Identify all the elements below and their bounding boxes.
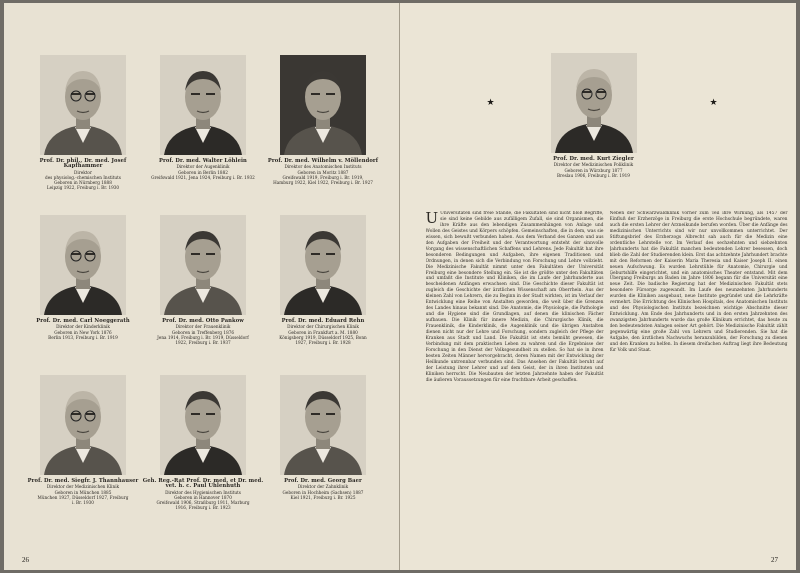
portrait-ziegler-caption-line: Breslau 1906, Freiburg i. Br. 1919 <box>557 172 630 178</box>
portrait-7-caption-line: i. Br. 1930 <box>72 500 94 506</box>
portrait-1-caption-line: Leipzig 1922, Freiburg i. Br. 1930 <box>46 185 120 191</box>
portrait-8-caption-line: Direktor des Hygienischen Instituts <box>165 489 241 495</box>
portrait-ziegler-caption-line: Geboren in Würzburg 1877 <box>564 167 623 173</box>
body-text-2: Neben der Schwarzwaldklinik vorher zum Teil ihre Wirkung, als 1457 der Einfluß der Erzherzöge in Freiburg die erste Hochschule begründete, waren auch die ersten Lehrer der Arzneikunde berufen worden. Über die Anfänge des medizinischen Unterrichts sind wir nur unvollkommen unterrichtet. Der Stiftungsbrief des Erzherzogs Albrecht sah auch für die Medizin eine ordentliche Lehrstelle vor. Im Verlauf des sechzehnten und siebzehnten Jahrhunderts hat die Fakultät manchen bedeutenden Lehrer besessen, doch blieb die Zahl der Studierenden klein. Erst das achtzehnte Jahrhundert brachte mit den Reformen der Kaiserin Maria Theresia und Kaiser Joseph II. einen neuen Aufschwung. Es wurden Lehrstühle für Anatomie, Chirurgie und Geburtshilfe eingerichtet, und ein anatomisches Theater entstand. Mit dem Übergang Freiburgs an Baden im Jahre 1806 begann für die Universität eine neue Zeit. Die badische Regierung hat der Medizinischen Fakultät stets besondere Fürsorge zugewandt. Im Laufe des neunzehnten Jahrhunderts wurden die Kliniken ausgebaut, neue Institute gegründet und die Lehrkräfte vermehrt. Die Errichtung des Klinischen Hospitals, des Anatomischen Instituts und des Physiologischen Instituts bezeichnen wichtige Abschnitte dieser Entwicklung. Am Ende des Jahrhunderts und in den ersten Jahrzehnten des zwanzigsten Jahrhunderts wurde das große Klinikum errichtet, das heute zu den bedeutendsten Anlagen seiner Art gehört. Die Medizinische Fakultät zählt gegenwärtig eine große Zahl von Lehrern und Studierenden. Sie hat die Aufgabe, den ärztlichen Nachwuchs heranzubilden, der Forschung zu dienen und den Kranken zu helfen. In diesem dreifachen Auftrag liegt ihre Bedeutung für Volk und Staat. <box>609 211 788 353</box>
portrait-3-name: Prof. Dr. med. Wilhelm v. Möllendorf <box>267 158 379 164</box>
portrait-9-caption <box>260 479 386 500</box>
portrait-4-caption-line: Direktor der Kinderklinik <box>56 324 110 330</box>
portrait-6-caption <box>260 319 386 345</box>
portrait-2-photo <box>160 55 246 155</box>
portrait-7-photo <box>40 375 126 475</box>
portrait-3-caption-line: Direktor des Anatomischen Instituts <box>284 164 362 170</box>
portrait-9-caption-line: Geboren in Hochheim (Sachsen) 1887 <box>282 489 364 495</box>
body-column-1 <box>426 211 604 551</box>
portrait-5-caption-line: Direktor der Frauenklinik <box>175 324 231 330</box>
portrait-7-caption-line: Geboren in München 1885 <box>54 489 112 495</box>
portrait-6-name: Prof. Dr. med. Eduard Rehn <box>281 318 365 324</box>
portrait-3-photo <box>280 55 366 155</box>
portrait-7-caption-line: Direktor der Medizinischen Klinik <box>46 484 120 490</box>
page-number-right: 27 <box>771 556 778 564</box>
portrait-5-caption-line: 1922, Freiburg i. Br. 1937 <box>175 340 231 346</box>
portrait-ziegler-caption <box>531 157 657 178</box>
portrait-2-caption-line: Greifswald 1921, Jena 1924, Freiburg i. Br. 1932 <box>151 174 255 180</box>
portrait-8-caption-line: Greifswald 1906, Straßburg 1911, Marburg <box>156 500 250 506</box>
portrait-5-name: Prof. Dr. med. Otto Pankow <box>162 318 244 324</box>
portrait-1-name: Prof. Dr. phil., Dr. med. Josef Kapfhammer <box>39 158 127 170</box>
magazine-spread <box>4 3 796 570</box>
portrait-5-caption-line: Jena 1914, Freiburg i. Br. 1919, Düsseldorf <box>157 334 249 340</box>
portrait-8-photo <box>160 375 246 475</box>
star-ornament-left: ★ <box>486 98 495 108</box>
drop-cap: U <box>425 211 439 227</box>
right-page <box>400 3 797 570</box>
body-text-1: Universitäten sind freie Stände, die Fakultäten sind nicht bloß Begriffe, sie sind keine Gebilde aus zufälligem Zufall, sie sind Organismen, die ihre Kräfte aus den lebendigen Zusammenhängen von Anlage und Wollen des Geistes und Körpers schöpfen. Gemeinschaften, die in dem, was sie wissen, sich bewußt verbunden haben. Aus dem Verband des Ganzen und aus den Aufgaben der Freiheit und der Verantwortung entsteht der sinnvolle Vorgang des wissenschaftlichen Schaffens und Lehrens. Jede Fakultät hat ihre besonderen Bedingungen und Aufgaben, ihre eigenen Traditionen und Ordnungen, in denen sich die Verbindung von Forschung und Lehre vollzieht. Die Medizinische Fakultät nimmt unter den Fakultäten der Universität Freiburg eine besondere Stellung ein. Sie ist die größte unter den Fakultäten und umfaßt die Institute und Kliniken, die im Laufe der Jahrhunderte aus bescheidenen Anfängen erwachsen sind. Die Geschichte dieser Fakultät ist zugleich die Geschichte der ärztlichen Wissenschaft am Oberrhein. Aus der kleinen Zahl von Lehrern, die zu Beginn in der Stadt wirkten, ist im Verlauf der Entwicklung eine Reihe von Anstalten geworden, die weit über die Grenzen des Landes hinaus bekannt sind. Die Anatomie, die Physiologie, die Pathologie und die Hygiene sind die Grundlagen, auf denen die klinischen Fächer aufbauen. Die Klinik für innere Medizin, die Chirurgische Klinik, die Frauenklinik, die Kinderklinik, die Augenklinik und die übrigen Anstalten dienen nicht nur der Lehre und Forschung, sondern zugleich der Pflege der Kranken aus Stadt und Land. Die Fakultät ist stets bemüht gewesen, die Verbindung mit dem praktischen Leben zu wahren und die Ergebnisse der Forschung in den Dienst der Volksgesundheit zu stellen. So hat sie in ihren besten Zeiten Männer hervorgebracht, deren Namen mit der Entwicklung der Heilkunde untrennbar verbunden sind. Das Ansehen der Fakultät beruht auf der Leistung ihrer Lehrer und auf dem Geist, der in ihren Instituten und Kliniken herrscht. Die Neubauten der letzten Jahrzehnte haben der Fakultät die äußeren Voraussetzungen für eine fruchtbare Arbeit geschaffen. <box>425 211 604 383</box>
portrait-7-name: Prof. Dr. med. Siegfr. J. Thannhauser <box>27 478 139 484</box>
portrait-3-caption <box>260 159 386 185</box>
portrait-2-caption <box>140 159 266 180</box>
portrait-4-caption-line: Berlin 1913, Freiburg i. Br. 1919 <box>48 334 118 340</box>
portrait-3-caption-line: Greifswald 1919, Freiburg i. Br. 1919, <box>282 174 364 180</box>
portrait-3-caption-line: Hamburg 1922, Kiel 1922, Freiburg i. Br. 1927 <box>273 180 373 186</box>
left-page <box>4 3 400 570</box>
portrait-5-photo <box>160 215 246 315</box>
portrait-3-caption-line: Geboren in Moritz 1887 <box>297 169 349 175</box>
portrait-4-photo <box>40 215 126 315</box>
portrait-1-caption-line: des physiolog.-chemischen Instituts <box>45 174 121 180</box>
page-number-left: 26 <box>22 556 29 564</box>
portrait-9-name: Prof. Dr. med. Georg Baer <box>284 478 362 484</box>
portrait-6-caption-line: Direktor der Chirurgischen Klinik <box>287 324 359 330</box>
star-ornament-right: ★ <box>709 98 718 108</box>
portrait-4-caption-line: Geboren in New York 1876 <box>54 329 112 335</box>
portrait-1-caption-line: Geboren in Nürnberg 1888 <box>54 180 112 186</box>
portrait-9-photo <box>280 375 366 475</box>
portrait-1-caption-line: Direktor <box>74 169 92 175</box>
portrait-4-caption <box>20 319 146 340</box>
portrait-8-caption <box>140 479 266 511</box>
portrait-9-caption-line: Kiel 1921, Freiburg i. Br. 1925 <box>290 494 356 500</box>
portrait-6-caption-line: 1927, Freiburg i. Br. 1928 <box>295 340 351 346</box>
portrait-7-caption <box>20 479 146 505</box>
portrait-1-photo <box>40 55 126 155</box>
portrait-2-name: Prof. Dr. med. Walter Löhlein <box>159 158 247 164</box>
portrait-6-caption-line: Geboren in Frankfurt a. M. 1880 <box>288 329 358 335</box>
portrait-2-caption-line: Geboren in Berlin 1882 <box>178 169 228 175</box>
portrait-1-caption <box>20 159 146 191</box>
portrait-8-name: Geh. Reg.-Rat Prof. Dr. med. et Dr. med. vet. h. c. Paul Uhlenhuth <box>142 478 264 490</box>
portrait-5-caption-line: Geboren in Treffenberg 1876 <box>171 329 235 335</box>
portrait-9-caption-line: Direktor der Zahnklinik <box>297 484 349 490</box>
portrait-2-caption-line: Direktor der Augenklinik <box>176 164 230 170</box>
portrait-6-caption-line: Königsberg 1919, Düsseldorf 1925, Bonn <box>279 334 367 340</box>
portrait-ziegler-caption-line: Direktor der Medizinischen Poliklinik <box>553 162 634 168</box>
portrait-4-name: Prof. Dr. med. Carl Noeggerath <box>36 318 130 324</box>
portrait-ziegler-name: Prof. Dr. med. Kurt Ziegler <box>553 156 634 162</box>
portrait-8-caption-line: Geboren in Hannover 1870 <box>174 494 232 500</box>
portrait-5-caption <box>140 319 266 345</box>
portrait-ziegler-photo <box>551 53 637 153</box>
portrait-7-caption-line: München 1927, Düsseldorf 1927, Freiburg <box>37 494 129 500</box>
portrait-6-photo <box>280 215 366 315</box>
portrait-8-caption-line: 1916, Freiburg i. Br. 1923 <box>175 505 231 511</box>
body-column-2 <box>610 211 788 551</box>
